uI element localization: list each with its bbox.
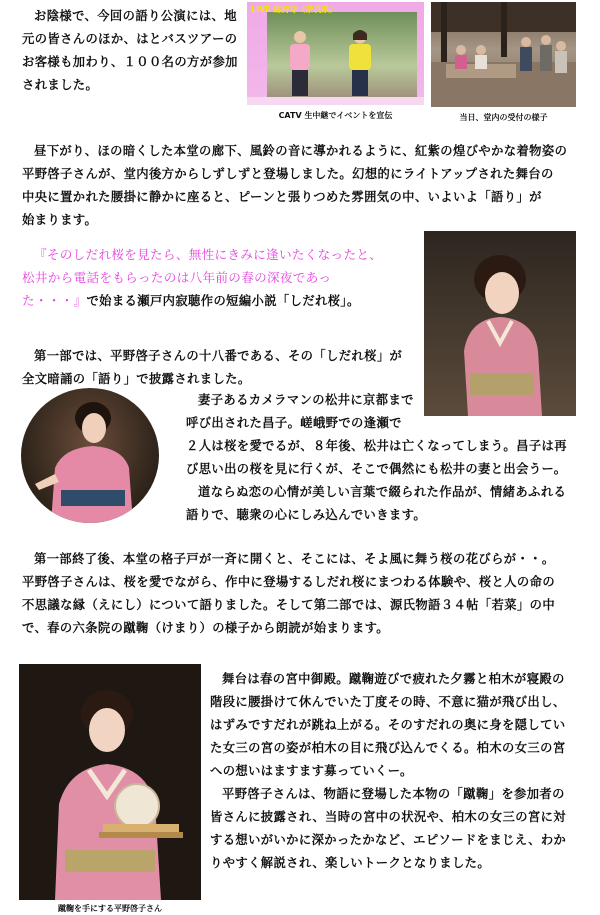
para3-line: 全文暗誦の「語り」で披露されました。 — [22, 372, 251, 386]
para4-line: 不思議な縁（えにし）について語りました。そして第二部では、源氏物語３４帖「若菜」の中 — [22, 598, 556, 612]
para3-line: 呼び出された昌子。嵯峨野での逢瀬で — [186, 416, 402, 430]
para2-line: 昼下がり、ほの暗くした本堂の廊下、風鈴の音に導かれるように、紅紫の煌びやかな着物姿の — [34, 144, 568, 158]
para5-line: た女三の宮の姿が柏木の目に飛び込んでくる。柏木の女三の宮 — [210, 741, 566, 755]
kemari-paragraph — [210, 668, 586, 875]
para5-line: 階段に腰掛けて休んでいた丁度その時、不意に猫が飛び出し、 — [210, 695, 566, 709]
para5-line: 舞台は春の宮中御殿。蹴鞠遊びで疲れた夕霧と柏木が寝殿の — [222, 672, 565, 686]
performer-oval-photo — [21, 388, 159, 523]
intro-line: お陰様で、今回の語り公演には、地 — [34, 9, 237, 23]
catv-broadcast-photo — [247, 2, 424, 105]
reception-photo — [431, 2, 576, 107]
story-summary-cont — [186, 435, 586, 527]
quote-line: 『そのしだれ桜を見たら、無性にきみに逢いたくなったと、 — [34, 247, 383, 262]
intro-line: 元の皆さんのほか、はとバスツアーの — [22, 32, 238, 46]
part-one-paragraph — [22, 345, 422, 391]
performer-figure — [424, 231, 576, 416]
photo5-caption: 蹴鞠を手にする平野啓子さん — [58, 904, 162, 913]
para4-line: 第一部終了後、本堂の格子戸が一斉に開くと、そこには、そよ風に舞う桜の花びらが・・。 — [34, 552, 555, 566]
photo1-caption: CATV 生中継でイベントを宣伝 — [278, 111, 393, 120]
tv-ticker-band — [247, 97, 424, 105]
kemari-figure — [19, 664, 201, 900]
para2-line: 中央に置かれた腰掛に静かに座ると、ピーンと張りつめた雰囲気の中、いよいよ「語り」が — [22, 190, 542, 204]
woman-figure — [343, 28, 377, 98]
tv-overlay-text: LIVE 総持寺（奈良県） — [251, 5, 338, 14]
para4-line: 平野啓子さんは、桜を愛でながら、作中に登場するしだれ桜にまつわる体験や、桜と人の命の — [22, 575, 556, 589]
para5-line: 平野啓子さんは、物語に登場した本物の「蹴鞠」を参加者の — [222, 787, 565, 801]
para4-line: で、春の六条院の蹴鞠（けまり）の様子から朗読が始まります。 — [22, 621, 389, 635]
para2-line: 始まります。 — [22, 213, 98, 227]
para5-line: への想いはますます募っていくー。 — [210, 764, 413, 778]
quote-line: た・・・』 — [22, 293, 87, 308]
para3-line: ２人は桜を愛でるが、８年後、松井は亡くなってしまう。昌子は再 — [186, 439, 567, 453]
para3-line: 妻子あるカメラマンの松井に京都まで — [198, 393, 414, 407]
reception-scene — [431, 2, 576, 107]
performer-oval-figure — [21, 388, 159, 523]
para5-line: 皆さんに披露され、当時の宮中の状況や、柏木の女三の宮に対 — [210, 810, 567, 824]
intro-line: されました。 — [22, 78, 99, 92]
para5-line: りやすく解説され、楽しいトークとなりました。 — [210, 856, 491, 870]
para5-line: する想いがいかに深かったかなど、エピソードをまじえ、わか — [210, 833, 567, 847]
para3-line: 語りで、聴衆の心にしみ込んでいきます。 — [186, 508, 427, 522]
quote-source: で始まる瀬戸内寂聴作の短編小説「しだれ桜」。 — [86, 294, 360, 308]
para3-line: び思い出の桜を見に行くが、そこで偶然にも松井の妻と出会うー。 — [186, 462, 567, 476]
photo2-caption: 当日、堂内の受付の様子 — [459, 113, 548, 122]
performance-paragraph — [22, 140, 582, 232]
intro-paragraph — [22, 5, 244, 97]
performer-portrait-photo — [424, 231, 576, 416]
part-two-paragraph — [22, 548, 588, 640]
novel-quote — [22, 243, 422, 313]
kemari-photo — [19, 664, 201, 900]
intro-line: お客様も加わり、１００名の方が参加 — [22, 55, 238, 69]
para3-line: 道ならぬ恋の心情が美しい言葉で綴られた作品が、情緒あふれる — [198, 485, 567, 499]
man-figure — [285, 28, 315, 98]
para5-line: はずみですだれが跳ね上がる。そのすだれの奥に身を隠してい — [210, 718, 566, 732]
quote-line: 松井から電話をもらったのは八年前の春の深夜であっ — [22, 270, 332, 285]
story-summary — [186, 389, 422, 435]
para3-line: 第一部では、平野啓子さんの十八番である、その「しだれ桜」が — [34, 349, 403, 363]
para2-line: 平野啓子さんが、堂内後方からしずしずと登場しました。幻想的にライトアップされた舞台の — [22, 167, 554, 181]
